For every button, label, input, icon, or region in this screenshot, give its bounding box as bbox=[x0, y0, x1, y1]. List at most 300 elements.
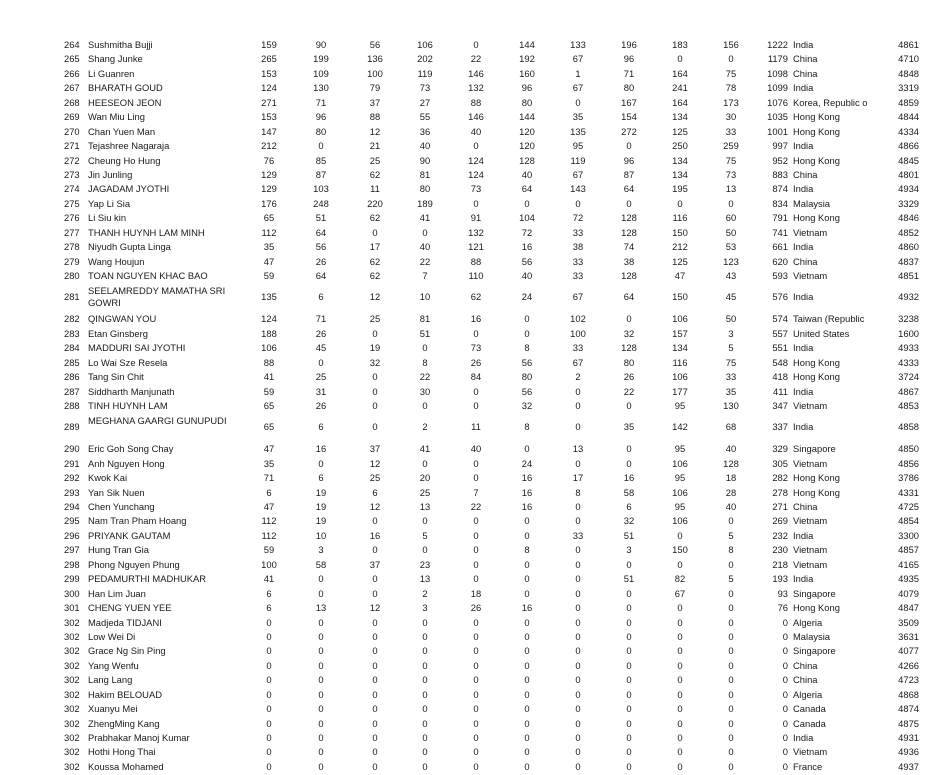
score-cell-5: 7 bbox=[473, 486, 479, 498]
score-cell-9: 67 bbox=[674, 587, 686, 599]
score-cell-4: 51 bbox=[419, 327, 431, 339]
score-cell-6: 0 bbox=[524, 645, 530, 657]
score-cell-2: 26 bbox=[315, 255, 327, 267]
score-cell-5: 0 bbox=[473, 515, 479, 527]
score-cell-10: 50 bbox=[725, 313, 737, 325]
score-cell-2: 71 bbox=[315, 96, 327, 108]
score-cell-4: 0 bbox=[422, 226, 428, 238]
score-cell-1: 65 bbox=[263, 399, 275, 411]
score-cell-9: 116 bbox=[672, 356, 688, 368]
id-cell: 4931 bbox=[898, 732, 919, 744]
name-cell: Hung Tran Gia bbox=[88, 544, 149, 556]
score-cell-1: 153 bbox=[261, 111, 277, 123]
name-cell: Han Lim Juan bbox=[88, 587, 146, 599]
score-cell-8: 128 bbox=[621, 342, 637, 354]
score-cell-3: 79 bbox=[369, 82, 381, 94]
score-cell-10: 78 bbox=[725, 82, 737, 94]
total-cell: 883 bbox=[772, 168, 788, 180]
country-cell: India bbox=[793, 732, 814, 744]
score-cell-5: 0 bbox=[473, 327, 479, 339]
score-cell-7: 67 bbox=[572, 168, 584, 180]
score-cell-10: 130 bbox=[723, 399, 739, 411]
table-row bbox=[0, 38, 948, 52]
score-cell-2: 26 bbox=[315, 399, 327, 411]
id-cell: 4710 bbox=[898, 53, 919, 65]
table-row bbox=[0, 168, 948, 182]
name-cell: MEGHANA GAARGI GUNUPUDI bbox=[88, 415, 227, 427]
score-cell-1: 0 bbox=[266, 674, 272, 686]
score-cell-1: 271 bbox=[261, 96, 277, 108]
score-cell-9: 0 bbox=[677, 732, 683, 744]
score-cell-1: 6 bbox=[266, 602, 272, 614]
score-cell-2: 0 bbox=[318, 140, 324, 152]
score-cell-8: 64 bbox=[623, 183, 635, 195]
rank-cell: 267 bbox=[64, 82, 80, 94]
score-cell-5: 22 bbox=[470, 53, 482, 65]
score-cell-4: 22 bbox=[419, 255, 431, 267]
country-cell: Korea, Republic o bbox=[793, 96, 868, 108]
score-cell-4: 3 bbox=[422, 602, 428, 614]
rank-cell: 279 bbox=[64, 255, 80, 267]
score-cell-7: 0 bbox=[575, 399, 581, 411]
score-cell-9: 0 bbox=[677, 616, 683, 628]
score-cell-9: 0 bbox=[677, 746, 683, 758]
score-cell-6: 120 bbox=[519, 140, 535, 152]
score-cell-5: 132 bbox=[468, 82, 484, 94]
score-cell-3: 56 bbox=[369, 39, 381, 50]
total-cell: 0 bbox=[782, 616, 788, 628]
score-cell-4: 0 bbox=[422, 732, 428, 744]
score-cell-6: 80 bbox=[521, 96, 533, 108]
score-cell-10: 123 bbox=[723, 255, 739, 267]
id-cell: 4934 bbox=[898, 183, 919, 195]
total-cell: 0 bbox=[782, 746, 788, 758]
name-cell: Yan Sik Nuen bbox=[88, 486, 145, 498]
score-cell-9: 106 bbox=[672, 371, 688, 383]
rank-cell: 297 bbox=[64, 544, 80, 556]
total-cell: 1179 bbox=[767, 53, 788, 65]
rank-cell: 286 bbox=[64, 371, 80, 383]
score-cell-4: 8 bbox=[422, 356, 428, 368]
score-cell-9: 164 bbox=[672, 67, 688, 79]
score-cell-6: 64 bbox=[521, 183, 533, 195]
score-cell-3: 12 bbox=[369, 291, 381, 303]
score-cell-3: 0 bbox=[372, 573, 378, 585]
country-cell: India bbox=[793, 183, 814, 195]
score-cell-2: 0 bbox=[318, 630, 324, 642]
score-cell-6: 40 bbox=[521, 270, 533, 281]
score-cell-1: 112 bbox=[261, 226, 277, 238]
score-cell-7: 0 bbox=[575, 587, 581, 599]
score-cell-5: 0 bbox=[473, 717, 479, 729]
total-cell: 329 bbox=[772, 443, 788, 455]
score-cell-5: 16 bbox=[470, 313, 482, 325]
name-cell: Li Guanren bbox=[88, 67, 135, 79]
total-cell: 574 bbox=[772, 313, 788, 325]
score-cell-7: 67 bbox=[572, 82, 584, 94]
score-cell-3: 136 bbox=[367, 53, 383, 65]
score-cell-9: 164 bbox=[672, 96, 688, 108]
name-cell: CHENG YUEN YEE bbox=[88, 602, 172, 614]
id-cell: 4857 bbox=[898, 544, 919, 556]
score-cell-10: 0 bbox=[728, 616, 734, 628]
score-cell-8: 0 bbox=[626, 616, 632, 628]
score-cell-1: 6 bbox=[266, 486, 272, 498]
score-cell-7: 0 bbox=[575, 385, 581, 397]
id-cell: 4848 bbox=[898, 67, 919, 79]
score-cell-5: 0 bbox=[473, 544, 479, 556]
score-cell-6: 0 bbox=[524, 630, 530, 642]
name-cell: Yang Wenfu bbox=[88, 659, 139, 671]
score-cell-5: 40 bbox=[470, 443, 482, 455]
score-cell-8: 0 bbox=[626, 760, 632, 772]
score-cell-4: 189 bbox=[417, 197, 433, 209]
rank-cell: 288 bbox=[64, 399, 80, 411]
score-cell-1: 106 bbox=[261, 342, 277, 354]
score-cell-5: 121 bbox=[468, 241, 484, 253]
score-cell-4: 41 bbox=[419, 212, 431, 224]
score-cell-1: 65 bbox=[263, 212, 275, 224]
score-cell-9: 0 bbox=[677, 53, 683, 65]
total-cell: 952 bbox=[772, 154, 788, 166]
country-cell: Singapore bbox=[793, 443, 836, 455]
country-cell: Vietnam bbox=[793, 270, 828, 281]
table-row bbox=[0, 327, 948, 341]
score-cell-1: 147 bbox=[261, 125, 277, 137]
score-cell-1: 265 bbox=[261, 53, 277, 65]
id-cell: 4874 bbox=[898, 703, 919, 715]
name-cell: JAGADAM JYOTHI bbox=[88, 183, 170, 195]
id-cell: 4334 bbox=[898, 125, 919, 137]
score-cell-2: 45 bbox=[315, 342, 327, 354]
score-cell-5: 88 bbox=[470, 96, 482, 108]
score-cell-7: 100 bbox=[570, 327, 586, 339]
score-cell-10: 28 bbox=[725, 486, 737, 498]
score-cell-3: 12 bbox=[369, 457, 381, 469]
score-cell-7: 67 bbox=[572, 53, 584, 65]
rank-cell: 302 bbox=[64, 717, 80, 729]
score-cell-5: 0 bbox=[473, 385, 479, 397]
name-cell: Tang Sin Chit bbox=[88, 371, 144, 383]
score-cell-10: 45 bbox=[725, 291, 737, 303]
score-cell-9: 150 bbox=[672, 226, 688, 238]
total-cell: 0 bbox=[782, 659, 788, 671]
name-cell: PEDAMURTHI MADHUKAR bbox=[88, 573, 207, 585]
total-cell: 0 bbox=[782, 645, 788, 657]
name-cell: Grace Ng Sin Ping bbox=[88, 645, 166, 657]
score-cell-7: 17 bbox=[572, 472, 584, 484]
table-row bbox=[0, 644, 948, 658]
score-cell-5: 0 bbox=[473, 630, 479, 642]
country-cell: Hong Kong bbox=[793, 356, 840, 368]
score-cell-2: 51 bbox=[315, 212, 327, 224]
score-cell-4: 20 bbox=[419, 472, 431, 484]
total-cell: 347 bbox=[772, 399, 788, 411]
score-cell-6: 0 bbox=[524, 616, 530, 628]
score-cell-6: 96 bbox=[521, 82, 533, 94]
rank-cell: 292 bbox=[64, 472, 80, 484]
table-row bbox=[0, 226, 948, 240]
score-cell-7: 0 bbox=[575, 746, 581, 758]
country-cell: Vietnam bbox=[793, 544, 828, 556]
id-cell: 4331 bbox=[898, 486, 919, 498]
score-cell-6: 160 bbox=[519, 67, 535, 79]
score-cell-9: 250 bbox=[672, 140, 688, 152]
score-cell-1: 6 bbox=[266, 587, 272, 599]
table-row bbox=[0, 81, 948, 95]
score-cell-7: 0 bbox=[575, 573, 581, 585]
id-cell: 4932 bbox=[898, 291, 919, 303]
score-cell-6: 8 bbox=[524, 421, 530, 433]
score-cell-6: 0 bbox=[524, 659, 530, 671]
table-row bbox=[0, 96, 948, 110]
id-cell: 4867 bbox=[898, 385, 919, 397]
score-cell-2: 103 bbox=[313, 183, 329, 195]
rank-cell: 302 bbox=[64, 674, 80, 686]
score-cell-2: 199 bbox=[313, 53, 329, 65]
score-cell-6: 0 bbox=[524, 746, 530, 758]
table-row bbox=[0, 529, 948, 543]
table-row bbox=[0, 255, 948, 269]
score-cell-6: 192 bbox=[519, 53, 535, 65]
score-cell-4: 0 bbox=[422, 659, 428, 671]
score-cell-6: 24 bbox=[521, 457, 533, 469]
score-cell-4: 0 bbox=[422, 544, 428, 556]
score-cell-6: 0 bbox=[524, 573, 530, 585]
score-cell-4: 106 bbox=[417, 39, 433, 50]
total-cell: 0 bbox=[782, 688, 788, 700]
country-cell: China bbox=[793, 53, 818, 65]
score-cell-5: 124 bbox=[468, 168, 484, 180]
score-cell-5: 146 bbox=[468, 67, 484, 79]
score-cell-1: 112 bbox=[261, 529, 277, 541]
country-cell: Canada bbox=[793, 717, 826, 729]
country-cell: India bbox=[793, 241, 814, 253]
score-cell-8: 128 bbox=[621, 270, 637, 281]
score-cell-7: 143 bbox=[570, 183, 586, 195]
table-row bbox=[0, 616, 948, 630]
score-cell-4: 0 bbox=[422, 703, 428, 715]
total-cell: 278 bbox=[772, 486, 788, 498]
score-cell-6: 24 bbox=[521, 291, 533, 303]
table-row bbox=[0, 182, 948, 196]
score-cell-6: 128 bbox=[519, 154, 535, 166]
results-table bbox=[0, 38, 948, 774]
name-cell: TINH HUYNH LAM bbox=[88, 399, 168, 411]
score-cell-8: 64 bbox=[623, 291, 635, 303]
score-cell-5: 0 bbox=[473, 39, 479, 50]
score-cell-10: 18 bbox=[725, 472, 737, 484]
score-cell-1: 0 bbox=[266, 659, 272, 671]
score-cell-10: 40 bbox=[725, 501, 737, 513]
score-cell-8: 71 bbox=[623, 67, 635, 79]
score-cell-9: 241 bbox=[672, 82, 688, 94]
score-cell-8: 6 bbox=[626, 501, 632, 513]
table-row bbox=[0, 370, 948, 384]
score-cell-8: 80 bbox=[623, 82, 635, 94]
score-cell-1: 47 bbox=[263, 443, 275, 455]
score-cell-3: 37 bbox=[369, 96, 381, 108]
score-cell-8: 51 bbox=[623, 573, 635, 585]
score-cell-4: 25 bbox=[419, 486, 431, 498]
score-cell-7: 0 bbox=[575, 96, 581, 108]
score-cell-3: 12 bbox=[369, 125, 381, 137]
table-row bbox=[0, 630, 948, 644]
score-cell-9: 0 bbox=[677, 602, 683, 614]
total-cell: 1222 bbox=[767, 39, 788, 50]
table-row bbox=[0, 457, 948, 471]
total-cell: 997 bbox=[772, 140, 788, 152]
score-cell-9: 0 bbox=[677, 760, 683, 772]
score-cell-4: 0 bbox=[422, 515, 428, 527]
total-cell: 0 bbox=[782, 703, 788, 715]
name-cell: Siddharth Manjunath bbox=[88, 385, 175, 397]
rank-cell: 271 bbox=[64, 140, 80, 152]
score-cell-7: 0 bbox=[575, 197, 581, 209]
table-row bbox=[0, 341, 948, 355]
score-cell-10: 5 bbox=[728, 573, 734, 585]
score-cell-1: 41 bbox=[263, 371, 275, 383]
score-cell-2: 71 bbox=[315, 313, 327, 325]
score-cell-2: 16 bbox=[315, 443, 327, 455]
country-cell: Vietnam bbox=[793, 399, 828, 411]
score-cell-7: 8 bbox=[575, 486, 581, 498]
id-cell: 4861 bbox=[898, 39, 919, 50]
name-cell: Li Siu kin bbox=[88, 212, 127, 224]
score-cell-2: 31 bbox=[315, 385, 327, 397]
score-cell-2: 0 bbox=[318, 645, 324, 657]
score-cell-8: 96 bbox=[623, 154, 635, 166]
rank-cell: 278 bbox=[64, 241, 80, 253]
score-cell-6: 16 bbox=[521, 241, 533, 253]
country-cell: Malaysia bbox=[793, 197, 830, 209]
score-cell-10: 73 bbox=[725, 168, 737, 180]
country-cell: Vietnam bbox=[793, 226, 828, 238]
table-row bbox=[0, 312, 948, 326]
table-row bbox=[0, 572, 948, 586]
country-cell: China bbox=[793, 255, 818, 267]
total-cell: 0 bbox=[782, 630, 788, 642]
country-cell: Hong Kong bbox=[793, 125, 840, 137]
score-cell-2: 85 bbox=[315, 154, 327, 166]
score-cell-10: 60 bbox=[725, 212, 737, 224]
score-cell-5: 22 bbox=[470, 501, 482, 513]
table-row bbox=[0, 139, 948, 153]
score-cell-8: 0 bbox=[626, 645, 632, 657]
total-cell: 305 bbox=[772, 457, 788, 469]
score-cell-5: 0 bbox=[473, 659, 479, 671]
score-cell-4: 40 bbox=[419, 140, 431, 152]
score-cell-6: 16 bbox=[521, 602, 533, 614]
score-cell-2: 19 bbox=[315, 515, 327, 527]
country-cell: India bbox=[793, 385, 814, 397]
score-cell-8: 0 bbox=[626, 140, 632, 152]
score-cell-10: 5 bbox=[728, 342, 734, 354]
score-cell-10: 0 bbox=[728, 674, 734, 686]
score-cell-8: 26 bbox=[623, 371, 635, 383]
score-cell-9: 177 bbox=[672, 385, 688, 397]
score-cell-4: 0 bbox=[422, 342, 428, 354]
score-cell-2: 19 bbox=[315, 486, 327, 498]
score-cell-10: 0 bbox=[728, 630, 734, 642]
id-cell: 4937 bbox=[898, 760, 919, 772]
table-row bbox=[0, 110, 948, 124]
score-cell-9: 157 bbox=[672, 327, 688, 339]
score-cell-6: 144 bbox=[519, 111, 535, 123]
rank-cell: 277 bbox=[64, 226, 80, 238]
id-cell: 4844 bbox=[898, 111, 919, 123]
rank-cell: 298 bbox=[64, 558, 80, 570]
score-cell-3: 21 bbox=[369, 140, 381, 152]
score-cell-10: 13 bbox=[725, 183, 737, 195]
total-cell: 0 bbox=[782, 674, 788, 686]
id-cell: 4854 bbox=[898, 515, 919, 527]
total-cell: 0 bbox=[782, 760, 788, 772]
score-cell-10: 0 bbox=[728, 558, 734, 570]
score-cell-8: 87 bbox=[623, 168, 635, 180]
score-cell-4: 41 bbox=[419, 443, 431, 455]
score-cell-8: 128 bbox=[621, 226, 637, 238]
score-cell-7: 0 bbox=[575, 659, 581, 671]
score-cell-3: 62 bbox=[369, 270, 381, 281]
name-cell: Hothi Hong Thai bbox=[88, 746, 156, 758]
id-cell: 4723 bbox=[898, 674, 919, 686]
total-cell: 1076 bbox=[767, 96, 788, 108]
rank-cell: 302 bbox=[64, 688, 80, 700]
score-cell-9: 134 bbox=[672, 168, 688, 180]
table-row bbox=[0, 688, 948, 702]
rank-cell: 302 bbox=[64, 746, 80, 758]
score-cell-10: 0 bbox=[728, 645, 734, 657]
id-cell: 4860 bbox=[898, 241, 919, 253]
score-cell-8: 0 bbox=[626, 688, 632, 700]
total-cell: 93 bbox=[777, 587, 788, 599]
score-cell-2: 64 bbox=[315, 270, 327, 281]
id-cell: 3724 bbox=[898, 371, 919, 383]
rank-cell: 268 bbox=[64, 96, 80, 108]
total-cell: 218 bbox=[772, 558, 788, 570]
rank-cell: 293 bbox=[64, 486, 80, 498]
score-cell-8: 16 bbox=[623, 472, 635, 484]
score-cell-10: 75 bbox=[725, 67, 737, 79]
score-cell-3: 12 bbox=[369, 501, 381, 513]
score-cell-4: 13 bbox=[419, 573, 431, 585]
country-cell: China bbox=[793, 501, 818, 513]
score-cell-9: 47 bbox=[674, 270, 686, 281]
score-cell-1: 129 bbox=[261, 168, 277, 180]
id-cell: 4856 bbox=[898, 457, 919, 469]
score-cell-10: 0 bbox=[728, 760, 734, 772]
score-cell-4: 0 bbox=[422, 717, 428, 729]
score-cell-9: 0 bbox=[677, 529, 683, 541]
score-cell-8: 0 bbox=[626, 602, 632, 614]
score-cell-1: 124 bbox=[261, 313, 277, 325]
score-cell-4: 0 bbox=[422, 457, 428, 469]
table-row bbox=[0, 211, 948, 225]
score-cell-4: 55 bbox=[419, 111, 431, 123]
table-row bbox=[0, 760, 948, 774]
score-cell-5: 73 bbox=[470, 342, 482, 354]
score-cell-1: 35 bbox=[263, 241, 275, 253]
score-cell-3: 0 bbox=[372, 703, 378, 715]
score-cell-6: 120 bbox=[519, 125, 535, 137]
score-cell-9: 125 bbox=[672, 125, 688, 137]
country-cell: Hong Kong bbox=[793, 212, 840, 224]
total-cell: 661 bbox=[772, 241, 788, 253]
score-cell-1: 0 bbox=[266, 703, 272, 715]
name-cell: Niyudh Gupta Linga bbox=[88, 241, 171, 253]
score-cell-3: 100 bbox=[367, 67, 383, 79]
